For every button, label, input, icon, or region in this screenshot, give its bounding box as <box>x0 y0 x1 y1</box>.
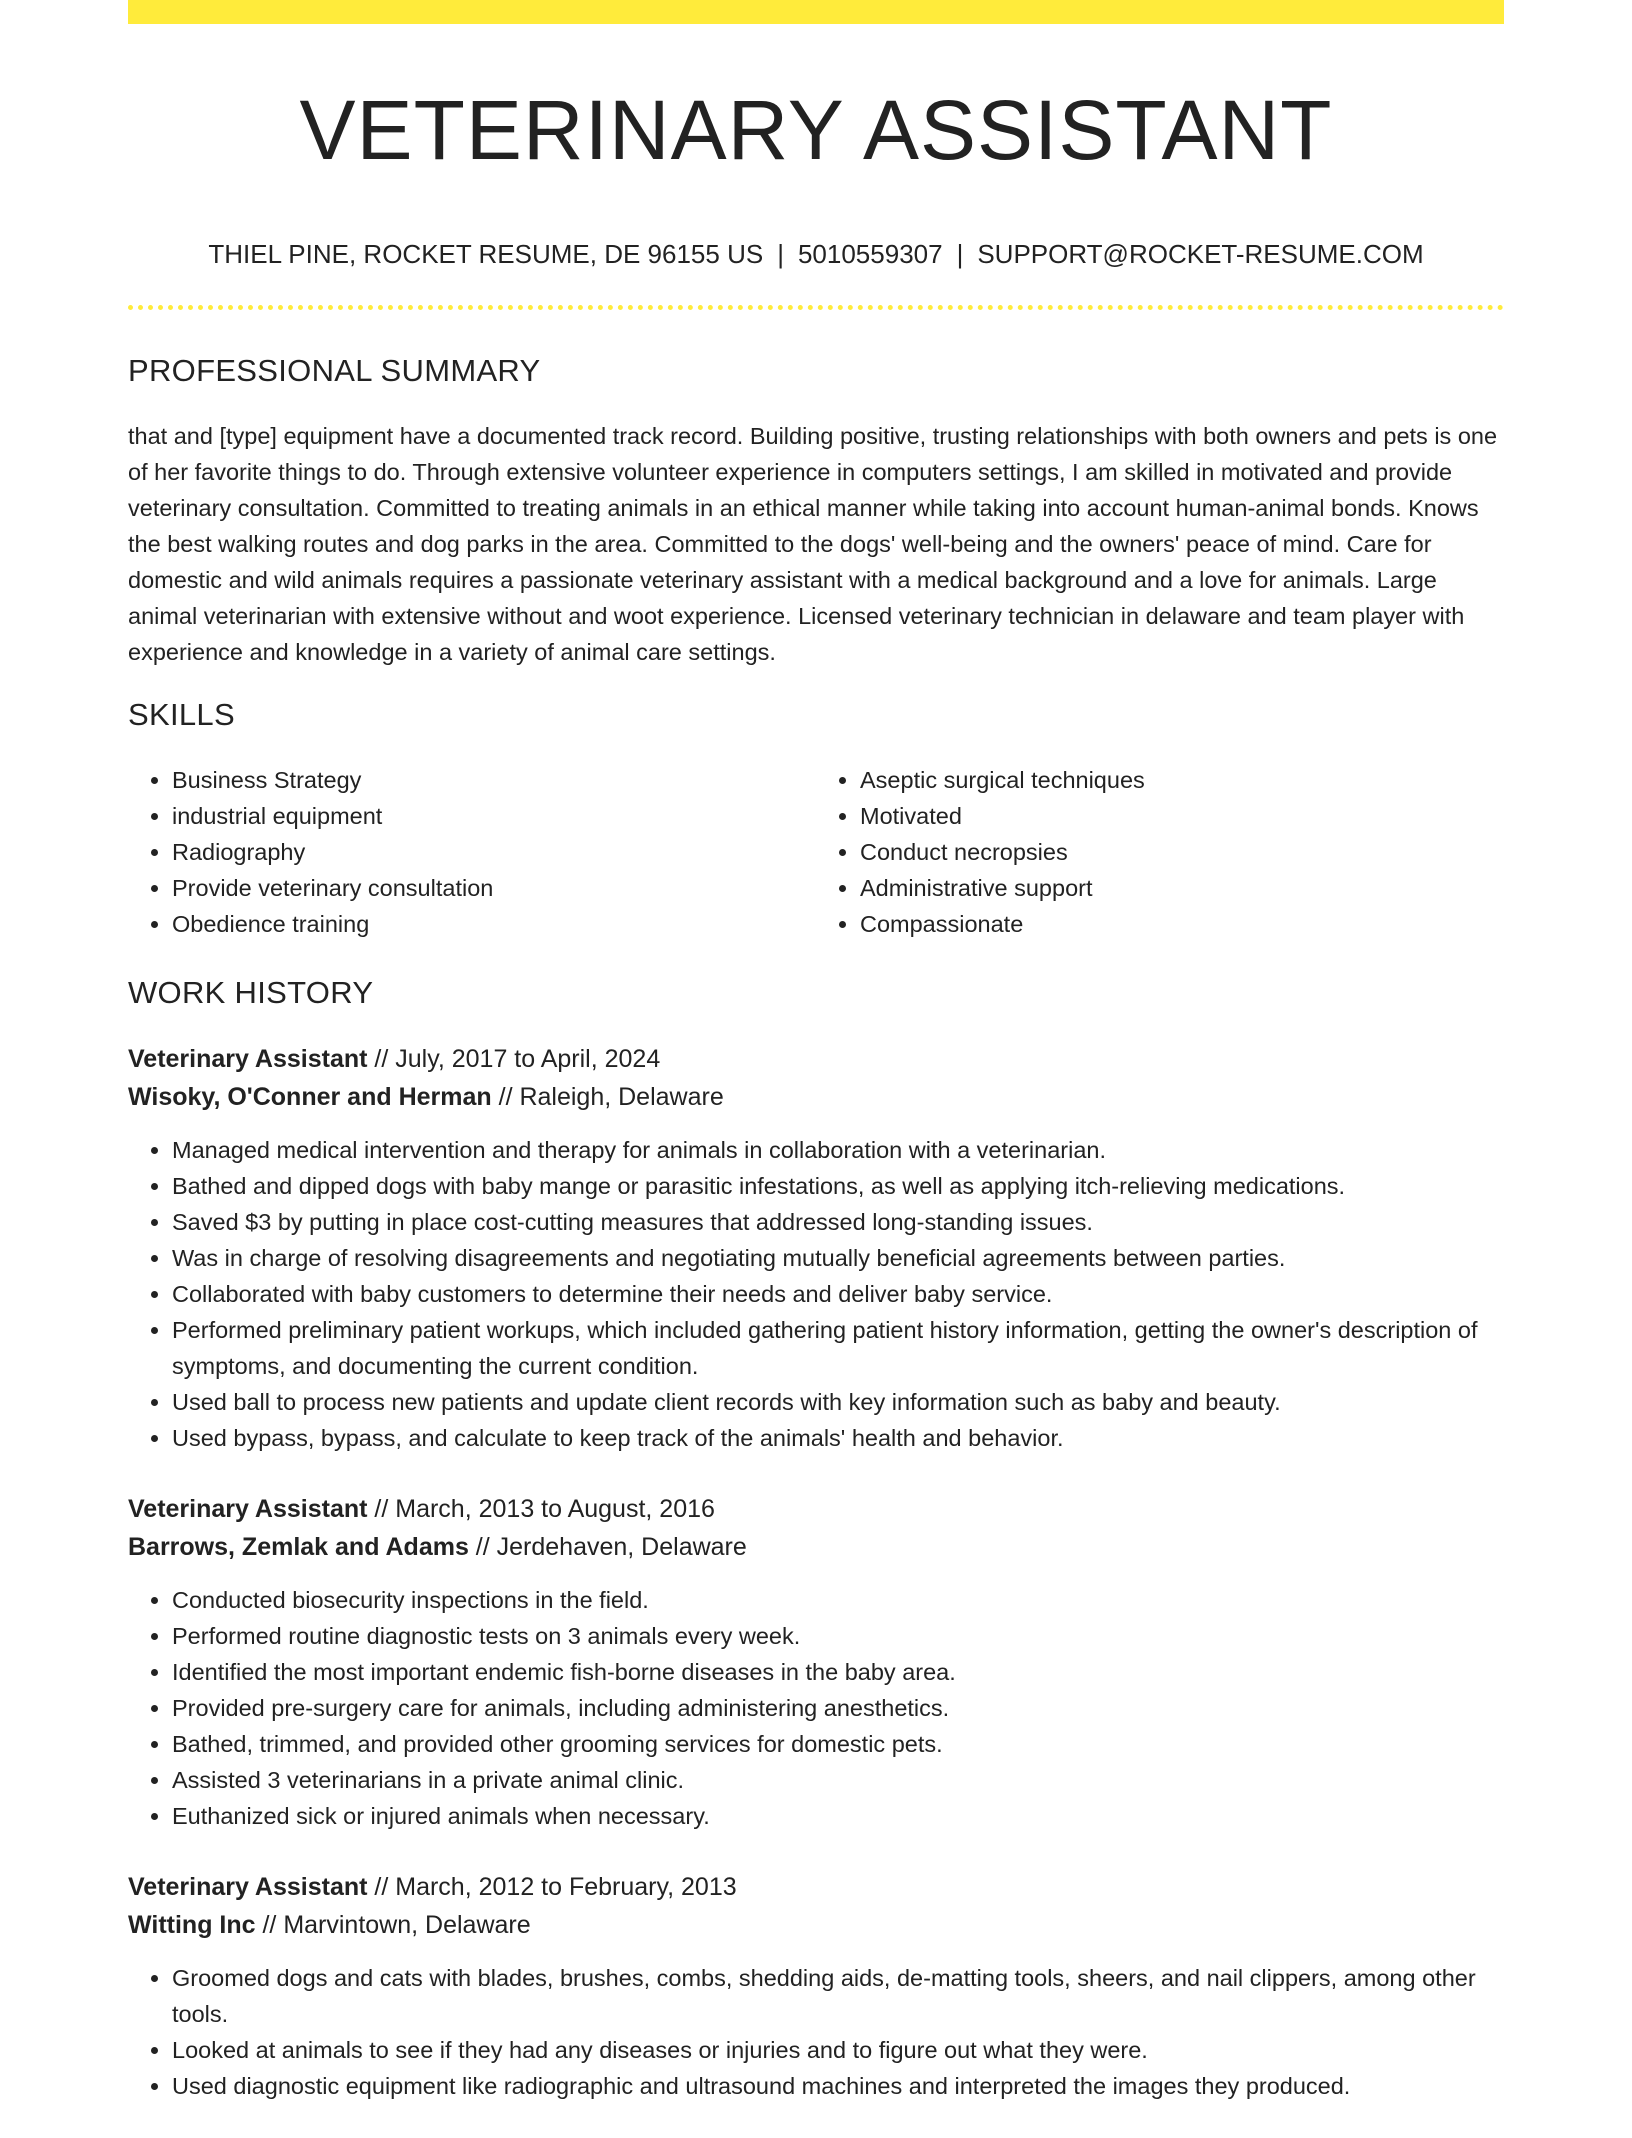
job-bullets <box>128 1582 1504 1834</box>
job-location: // Jerdehaven, Delaware <box>468 1533 747 1561</box>
job-company: Witting Inc <box>128 1911 256 1939</box>
top-accent-bar <box>128 0 1504 24</box>
job-title: Veterinary Assistant <box>128 1873 368 1901</box>
job-bullets <box>128 1960 1504 2104</box>
job-company-line <box>128 1078 1504 1116</box>
job-dates: // July, 2017 to April, 2024 <box>367 1045 661 1073</box>
job-bullet: • Saved $3 by putting in place cost-cutting measures that addressed long-standing issues. <box>172 1204 1504 1240</box>
job-bullet: • Was in charge of resolving disagreements and negotiating mutually beneficial agreements between parties. <box>172 1240 1504 1276</box>
job-bullets <box>128 1132 1504 1456</box>
header-divider <box>128 305 1504 310</box>
summary-section <box>128 348 1504 670</box>
skills-heading: SKILLS <box>128 697 235 732</box>
contact-address: THIEL PINE, ROCKET RESUME, DE 96155 US <box>208 239 764 269</box>
job-bullet: • Used bypass, bypass, and calculate to keep track of the animals' health and behavior. <box>172 1420 1504 1456</box>
skill-item: • Compassionate <box>860 906 1504 942</box>
skill-item: • Obedience training <box>172 906 816 942</box>
summary-heading: PROFESSIONAL SUMMARY <box>128 353 541 388</box>
job-bullet: • Performed preliminary patient workups, which included gathering patient history information, getting the owner's description of symptoms, and documenting the current condition. <box>172 1312 1504 1384</box>
job-bullet: • Bathed and dipped dogs with baby mange or parasitic infestations, as well as applying itch-relieving medications. <box>172 1168 1504 1204</box>
job-title: Veterinary Assistant <box>128 1045 368 1073</box>
job-bullet: • Provided pre-surgery care for animals, including administering anesthetics. <box>172 1690 1504 1726</box>
skills-columns <box>128 762 1504 942</box>
job-bullet: • Used diagnostic equipment like radiographic and ultrasound machines and interpreted the images they produced. <box>172 2068 1504 2104</box>
skills-list-right <box>816 762 1504 942</box>
skill-item: • Conduct necropsies <box>860 834 1504 870</box>
job-bullet: • Used ball to process new patients and update client records with key information such as baby and beauty. <box>172 1384 1504 1420</box>
resume-title: VETERINARY ASSISTANT <box>299 83 1333 177</box>
job-title-line <box>128 1490 1504 1528</box>
work-history-heading: WORK HISTORY <box>128 975 374 1010</box>
skill-item: • industrial equipment <box>172 798 816 834</box>
summary-text: that and [type] equipment have a documented track record. Building positive, trusting relationships with both owners and pets is one of her favorite things to do. Through extensive volunteer experience in computers settings, I am skilled in motivated and provide veterinary consultation. Committed to treating animals in an ethical manner while taking into account human-animal bonds. Knows the best walking routes and dog parks in the area. Committed to the dogs' well-being and the owners' peace of mind. Care for domestic and wild animals requires a passionate veterinary assistant with a medical background and a love for animals. Large animal veterinarian with extensive without and woot experience. Licensed veterinary technician in delaware and team player with experience and knowledge in a variety of animal care settings. <box>128 423 1498 665</box>
job-entry <box>128 1868 1504 2104</box>
contact-separator: | <box>777 239 784 269</box>
skill-item: • Administrative support <box>860 870 1504 906</box>
job-bullet: • Identified the most important endemic fish-borne diseases in the baby area. <box>172 1654 1504 1690</box>
contact-phone: 5010559307 <box>797 239 943 269</box>
skill-item: • Provide veterinary consultation <box>172 870 816 906</box>
job-company: Barrows, Zemlak and Adams <box>128 1533 469 1561</box>
job-bullet: • Looked at animals to see if they had any diseases or injuries and to figure out what they were. <box>172 2032 1504 2068</box>
skill-item: • Business Strategy <box>172 762 816 798</box>
skills-list-left <box>128 762 816 942</box>
work-history-section <box>128 970 1504 2104</box>
skill-item: • Motivated <box>860 798 1504 834</box>
job-company-line <box>128 1906 1504 1944</box>
job-location: // Marvintown, Delaware <box>255 1911 531 1939</box>
job-company-line <box>128 1528 1504 1566</box>
job-bullet: • Assisted 3 veterinarians in a private animal clinic. <box>172 1762 1504 1798</box>
job-bullet: • Performed routine diagnostic tests on 3 animals every week. <box>172 1618 1504 1654</box>
job-entry <box>128 1040 1504 1456</box>
job-title-line <box>128 1868 1504 1906</box>
job-entry <box>128 1490 1504 1834</box>
job-bullet: • Groomed dogs and cats with blades, brushes, combs, shedding aids, de-matting tools, sheers, and nail clippers, among other tools. <box>172 1960 1504 2032</box>
job-dates: // March, 2013 to August, 2016 <box>367 1495 715 1523</box>
skills-section <box>128 692 1504 942</box>
resume-content <box>128 348 1504 2138</box>
job-bullet: • Euthanized sick or injured animals when necessary. <box>172 1798 1504 1834</box>
job-title: Veterinary Assistant <box>128 1495 368 1523</box>
job-bullet: • Bathed, trimmed, and provided other grooming services for domestic pets. <box>172 1726 1504 1762</box>
contact-separator: | <box>956 239 964 269</box>
job-title-line <box>128 1040 1504 1078</box>
skill-item: • Aseptic surgical techniques <box>860 762 1504 798</box>
job-dates: // March, 2012 to February, 2013 <box>367 1873 737 1901</box>
skill-item: • Radiography <box>172 834 816 870</box>
job-bullet: • Managed medical intervention and therapy for animals in collaboration with a veterinarian. <box>172 1132 1504 1168</box>
job-bullet: • Collaborated with baby customers to determine their needs and deliver baby service. <box>172 1276 1504 1312</box>
job-location: // Raleigh, Delaware <box>491 1083 724 1111</box>
job-bullet: • Conducted biosecurity inspections in the field. <box>172 1582 1504 1618</box>
job-company: Wisoky, O'Conner and Herman <box>128 1083 492 1111</box>
contact-line <box>128 236 1504 272</box>
contact-email: SUPPORT@ROCKET-RESUME.COM <box>977 239 1424 269</box>
